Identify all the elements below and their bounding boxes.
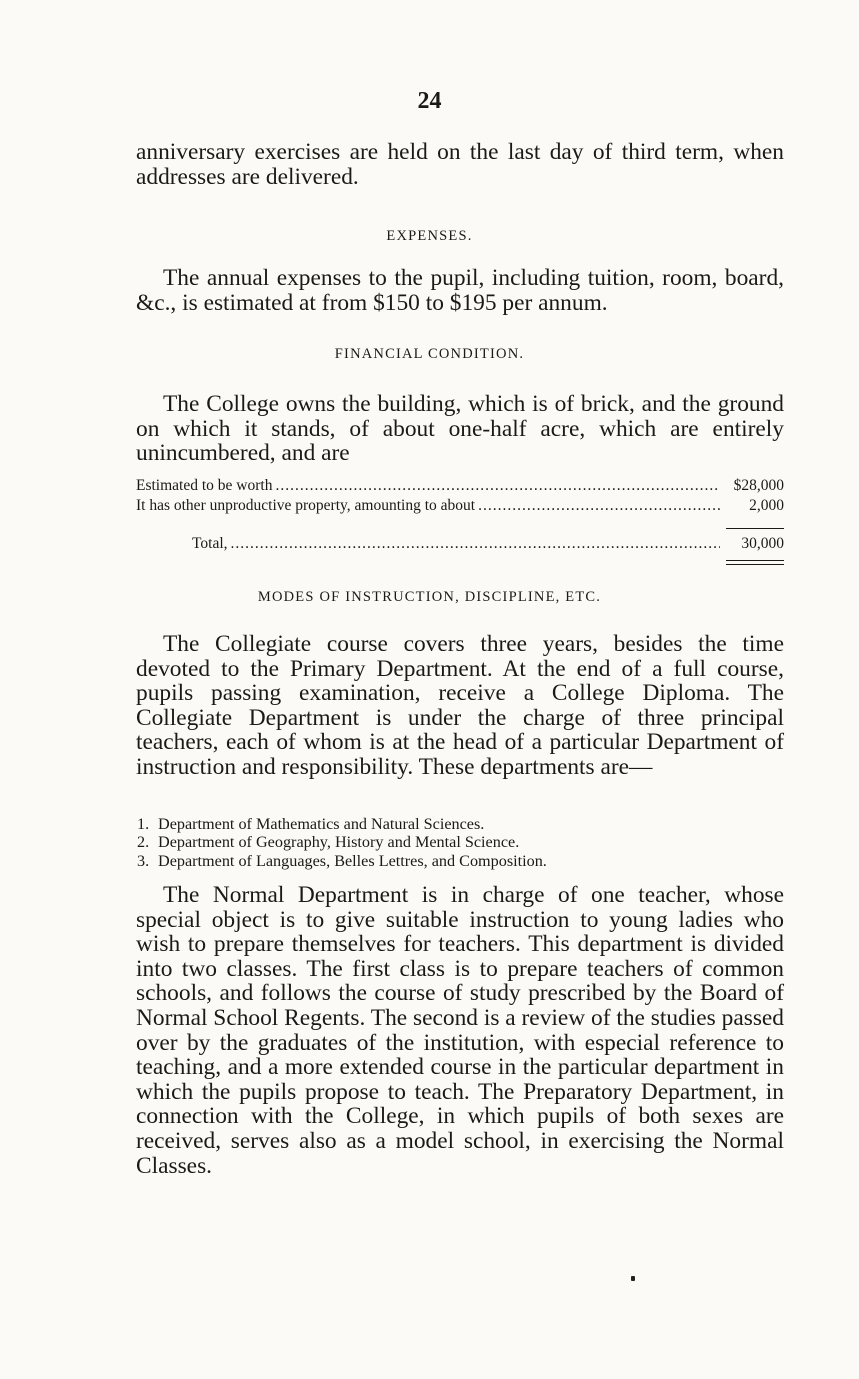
financial-row-label: It has other unproductive property, amounting to about (136, 497, 476, 514)
financial-row-amount: 2,000 (749, 497, 784, 514)
expenses-paragraph: The annual expenses to the pupil, including tuition, room, board, &c., is estimated at from $150 to $195 per annum. (136, 265, 784, 316)
financial-row-label: Estimated to be worth (136, 477, 273, 494)
sum-rule (726, 528, 784, 529)
list-item: 1. Department of Mathematics and Natural Sciences. (137, 815, 485, 833)
total-double-rule-top (726, 560, 784, 561)
expenses-heading: EXPENSES. (386, 228, 473, 244)
financial-row-other-property (136, 495, 784, 515)
financial-heading: FINANCIAL CONDITION. (334, 346, 525, 362)
list-item: 3. Department of Languages, Belles Lettres, and Composition. (137, 851, 547, 870)
financial-total-amount: 30,000 (741, 535, 784, 552)
financial-row-amount: $28,000 (733, 477, 784, 494)
financial-paragraph: The College owns the building, which is of brick, and the ground on which it stands, of about one-half acre, which are entirely unincumbered, and are (136, 391, 784, 467)
financial-total-row (192, 533, 784, 553)
page-number: 24 (417, 88, 442, 114)
ink-speck (631, 1276, 635, 1281)
dot-leader (228, 535, 720, 553)
total-double-rule-bottom (726, 564, 784, 565)
dot-leader (272, 477, 720, 495)
financial-total-label: Total, (192, 535, 228, 552)
instruction-paragraph: The Collegiate course covers three years, besides the time devoted to the Primary Department. At the end of a full course, pupils passing examination, receive a College Diploma. The Collegiate Department is under the charge of three principal teachers, each of whom is at the head of a particular Department of instruction and responsibility. These departments are— (136, 631, 784, 780)
list-item: 2. Department of Geography, History and Mental Science. (137, 833, 520, 852)
dot-leader (475, 497, 720, 515)
instruction-heading: MODES OF INSTRUCTION, DISCIPLINE, ETC. (257, 589, 602, 605)
intro-paragraph: anniversary exercises are held on the last day of third term, when addresses are delivered. (136, 139, 784, 190)
normal-department-paragraph: The Normal Department is in charge of one teacher, whose special object is to give suitable instruction to young ladies who wish to prepare themselves for teachers. This department is divided into two classes. The first class is to prepare teachers of common schools, and follows the course of study prescribed by the Board of Normal School Regents. The second is a review of the studies passed over by the graduates of the institution, with especial reference to teaching, and a more extended course in the particular department in which the pupils propose to teach. The Preparatory Department, in connection with the College, in which pupils of both sexes are received, serves also as a model school, in exercising the Normal Classes. (136, 882, 784, 1179)
departments-list (137, 815, 757, 870)
financial-row-estimated (136, 475, 784, 495)
